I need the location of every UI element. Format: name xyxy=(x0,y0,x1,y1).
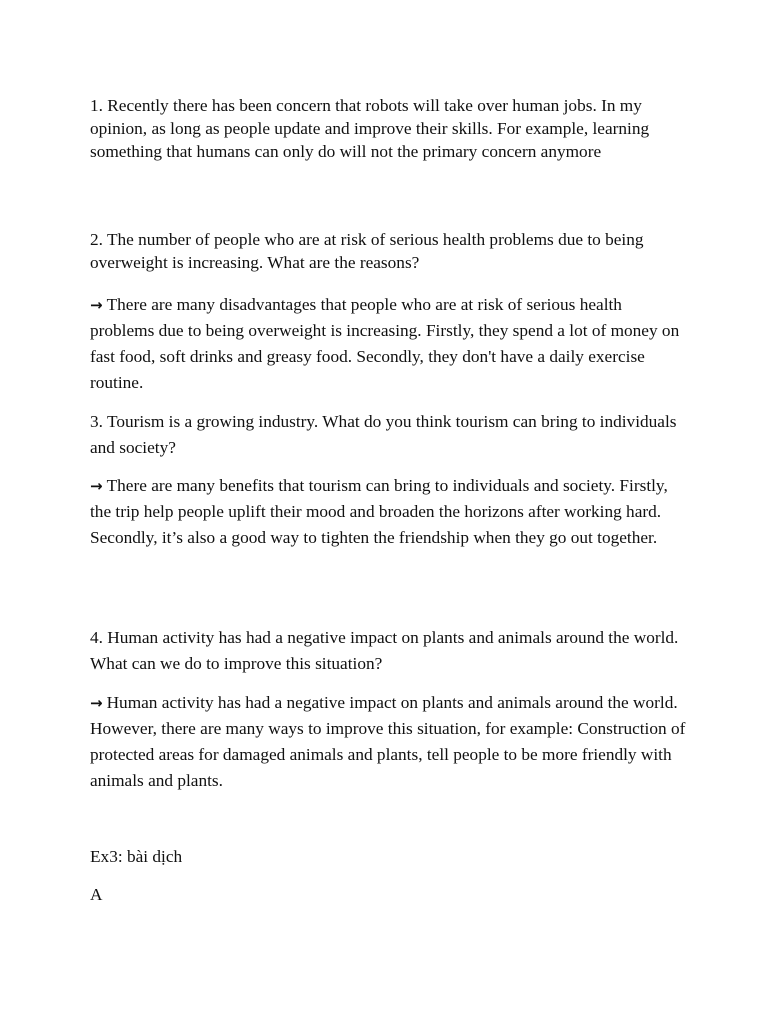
answer-3-text: There are many benefits that tourism can bring to individuals and society. Firstly, the trip help people uplift their mood and broaden the horizons after working hard. Secondly, it’s also a good way to tighten the friendship when they go out together. xyxy=(90,476,668,547)
question-3-paragraph: 3. Tourism is a growing industry. What do you think tourism can bring to individuals and society? xyxy=(90,412,677,457)
answer-4-text: Human activity has had a negative impact on plants and animals around the world. However, there are many ways to improve this situation, for example: Construction of protected areas for damaged animals and plants, tell people to be more friendly with animals and plants. xyxy=(90,693,686,790)
exercise-3-heading: Ex3: bài dịch xyxy=(90,847,183,866)
question-2-paragraph: 2. The number of people who are at risk of serious health problems due to being overweight is increasing. What are the reasons? xyxy=(90,230,644,272)
question-4-paragraph: 4. Human activity has had a negative impact on plants and animals around the world. What can we do to improve this situation? xyxy=(90,628,679,673)
answer-3-paragraph xyxy=(90,473,690,551)
answer-2-paragraph xyxy=(90,292,690,396)
question-1-paragraph: 1. Recently there has been concern that robots will take over human jobs. In my opinion, as long as people update and improve their skills. For example, learning something that humans can only do will not the primary concern anymore xyxy=(90,96,650,161)
answer-2-text: There are many disadvantages that people who are at risk of serious health problems due to being overweight is increasing. Firstly, they spend a lot of money on fast food, soft drinks and greasy food. Secondly, they don't have a daily exercise routine. xyxy=(90,295,680,392)
right-arrow-icon: → xyxy=(90,694,103,712)
right-arrow-icon: → xyxy=(90,477,103,495)
answer-4-paragraph xyxy=(90,690,690,794)
section-letter: A xyxy=(90,885,103,904)
right-arrow-icon: → xyxy=(90,296,103,314)
